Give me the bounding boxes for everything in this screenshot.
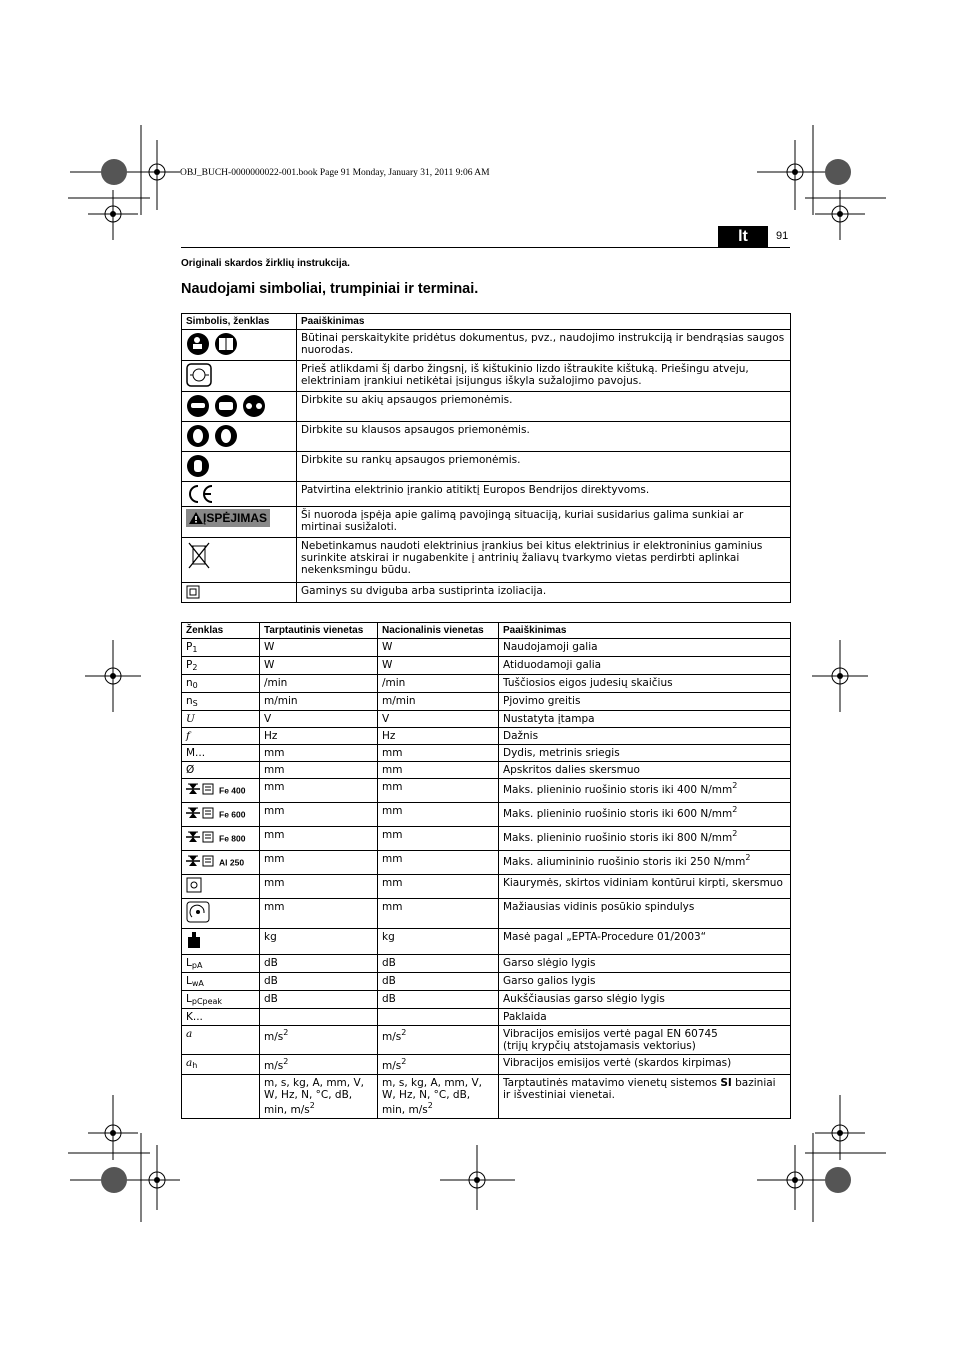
table-row [182, 639, 791, 657]
material-label: Al 250 [219, 857, 245, 868]
table-row [182, 1075, 791, 1119]
cell-sign [182, 851, 260, 875]
unit-text: mm [264, 764, 285, 776]
cell-intl-unit [260, 991, 378, 1009]
sign-text: f [186, 730, 190, 742]
sign-subscript: pA [191, 961, 203, 970]
section-title: Naudojami simboliai, trumpiniai ir terminai. [181, 281, 479, 297]
row-explanation: Dirbkite su akių apsaugos priemonėmis. [297, 392, 791, 422]
unit-text: kg [382, 931, 395, 943]
cell-national-unit [378, 711, 499, 728]
unit-text: m/s [264, 1031, 284, 1043]
explanation-text: Mažiausias vidinis posūkio spindulys [503, 901, 695, 913]
table-row [182, 899, 791, 929]
cell-national-unit [378, 899, 499, 929]
ear-protection-icon [186, 424, 240, 448]
cell-intl-unit [260, 803, 378, 827]
cell-national-unit [378, 803, 499, 827]
cell-explanation [499, 711, 791, 728]
sign-text: L [186, 957, 192, 969]
sign-subscript: pCpeak [191, 997, 223, 1006]
explanation-text: Garso galios lygis [503, 975, 596, 987]
table-row [182, 955, 791, 973]
cell-national-unit [378, 728, 499, 745]
explanation-text: Tuščiosios eigos judesių skaičius [503, 677, 673, 689]
explanation-text: Aukščiausias garso slėgio lygis [503, 993, 665, 1005]
warning-label-text: ĮSPĖJIMAS [203, 511, 268, 525]
cell-sign [182, 803, 260, 827]
row-explanation: Ši nuoroda įspėja apie galimą pavojingą situaciją, kuriai susidarius galima sunkiai ar mirtinai susižaloti. [297, 507, 791, 538]
cell-explanation [499, 1026, 791, 1055]
unit-text: mm [382, 901, 403, 913]
unit-text: mm [382, 781, 403, 793]
unit-text: m/min [382, 695, 416, 707]
explanation-text: Nustatyta įtampa [503, 713, 595, 725]
weee-bin-icon [186, 540, 212, 570]
cell-national-unit [378, 875, 499, 899]
warning-icon [189, 512, 203, 524]
cell-national-unit [378, 639, 499, 657]
cell-national-unit [378, 1009, 499, 1026]
sign-text: a [186, 1028, 193, 1040]
unit-text: mm [264, 781, 285, 793]
cell-sign [182, 779, 260, 803]
cell-national-unit [378, 973, 499, 991]
cell-national-unit [378, 929, 499, 955]
table-row [182, 482, 791, 507]
sign-text: P [186, 659, 193, 671]
table-row [182, 803, 791, 827]
unit-text: mm [382, 877, 403, 889]
explanation-superscript: 2 [732, 805, 738, 814]
unit-text: dB [264, 975, 278, 987]
cell-intl-unit [260, 899, 378, 929]
unit-text: m/s [264, 1060, 284, 1072]
row-explanation: Dirbkite su klausos apsaugos priemonėmis. [297, 422, 791, 452]
cell-explanation [499, 745, 791, 762]
table-row [182, 657, 791, 675]
row-explanation: Prieš atlikdami šį darbo žingsnį, iš kištukinio lizdo ištraukite kištuką. Priešingu atveju, elektriniam įrankiui netikėtai įsijungus iškyla sužalojimo pavojus. [297, 361, 791, 392]
cell-sign [182, 1009, 260, 1026]
sign-text: K... [186, 1011, 203, 1023]
cell-intl-unit [260, 955, 378, 973]
table-row [182, 583, 791, 603]
table-row [182, 392, 791, 422]
explanation-superscript: 2 [732, 829, 738, 838]
cell-explanation [499, 675, 791, 693]
read-manual-icon [186, 332, 238, 356]
unit-text: /min [264, 677, 288, 689]
explanation-tail: baziniai ir išvestiniai vienetai. [503, 1077, 776, 1101]
cell-explanation [499, 639, 791, 657]
explanation-text: Pjovimo greitis [503, 695, 581, 707]
table-row [182, 1055, 791, 1075]
material-label: Fe 600 [219, 809, 246, 820]
unit-text: V [382, 713, 390, 725]
unit-superscript: 2 [283, 1057, 289, 1066]
sign-text: n [186, 695, 193, 707]
table-row [182, 330, 791, 361]
eye-protection-icon [186, 394, 268, 418]
cell-sign [182, 745, 260, 762]
unit-text: dB [264, 957, 278, 969]
unit-text: m/s [382, 1060, 402, 1072]
cutting-thickness-icon [186, 805, 216, 824]
cell-explanation [499, 955, 791, 973]
cell-intl-unit [260, 779, 378, 803]
explanation-text: Apskritos dalies skersmuo [503, 764, 640, 776]
unit-text: mm [382, 829, 403, 841]
cell-sign [182, 1075, 260, 1119]
col-header-explanation: Paaiškinimas [499, 623, 791, 639]
cell-national-unit [378, 675, 499, 693]
hand-protection-icon [186, 454, 212, 478]
table-row [182, 762, 791, 779]
unit-text: kg [264, 931, 277, 943]
unit-text: mm [264, 805, 285, 817]
cell-sign [182, 762, 260, 779]
cell-sign [182, 639, 260, 657]
units-table-body [182, 639, 791, 1119]
cell-sign [182, 728, 260, 745]
cell-sign [182, 899, 260, 929]
cell-intl-unit [260, 745, 378, 762]
explanation-text: Maks. plieninio ruošinio storis iki 400 N/mm [503, 784, 733, 796]
sign-subscript: 1 [192, 645, 198, 654]
unit-text: mm [264, 747, 285, 759]
cell-intl-unit [260, 1075, 378, 1119]
cell-sign [182, 711, 260, 728]
table-row [182, 851, 791, 875]
cell-national-unit [378, 851, 499, 875]
cell-sign [182, 657, 260, 675]
cell-explanation [499, 899, 791, 929]
cell-sign [182, 991, 260, 1009]
sign-text: a [186, 1057, 193, 1069]
cell-intl-unit [260, 693, 378, 711]
explanation-superscript: 2 [732, 781, 738, 790]
table-row [182, 745, 791, 762]
unit-text: m, s, kg, A, mm, V, W, Hz, N, °C, dB, min, m/s [264, 1077, 364, 1116]
explanation-text: Atiduodamoji galia [503, 659, 602, 671]
cell-intl-unit [260, 675, 378, 693]
explanation-text: Vibracijos emisijos vertė pagal EN 60745 [503, 1028, 718, 1040]
explanation-text: Paklaida [503, 1011, 547, 1023]
table-row [182, 675, 791, 693]
unit-text: Hz [382, 730, 396, 742]
unit-text: m/s [382, 1031, 402, 1043]
col-header-national-unit: Nacionalinis vienetas [378, 623, 499, 639]
double-insulation-icon [186, 585, 200, 599]
cell-explanation [499, 762, 791, 779]
sign-text: L [186, 993, 192, 1005]
cell-intl-unit [260, 929, 378, 955]
weight-icon [186, 931, 202, 952]
cell-sign [182, 973, 260, 991]
explanation-text: Maks. plieninio ruošinio storis iki 800 N/mm [503, 832, 733, 844]
cell-national-unit [378, 657, 499, 675]
col-header-symbol: Simbolis, ženklas [182, 314, 297, 330]
unit-text: mm [382, 853, 403, 865]
cell-intl-unit [260, 728, 378, 745]
table-row [182, 693, 791, 711]
explanation-superscript: 2 [745, 853, 751, 862]
cell-national-unit [378, 1055, 499, 1075]
cell-explanation [499, 973, 791, 991]
cell-sign [182, 1055, 260, 1075]
cell-intl-unit [260, 1055, 378, 1075]
unit-text: dB [264, 993, 278, 1005]
cell-national-unit [378, 693, 499, 711]
cell-intl-unit [260, 827, 378, 851]
sign-subscript: S [192, 699, 198, 708]
material-label: Fe 400 [219, 785, 246, 796]
unit-text: Hz [264, 730, 278, 742]
cell-intl-unit [260, 875, 378, 899]
sign-text: P [186, 641, 193, 653]
table-header-row [182, 314, 791, 330]
cell-national-unit [378, 745, 499, 762]
cell-intl-unit [260, 1009, 378, 1026]
table-row [182, 1009, 791, 1026]
explanation-text: Maks. aliumininio ruošinio storis iki 250 N/mm [503, 856, 746, 868]
table-header-row [182, 623, 791, 639]
cutting-thickness-icon [186, 829, 216, 848]
cell-explanation [499, 1009, 791, 1026]
cutting-thickness-icon [186, 781, 216, 800]
cell-explanation [499, 851, 791, 875]
sign-subscript: h [192, 1061, 198, 1070]
unit-text: W [264, 659, 275, 671]
unit-text: mm [264, 877, 285, 889]
row-explanation: Dirbkite su rankų apsaugos priemonėmis. [297, 452, 791, 482]
cell-explanation [499, 875, 791, 899]
explanation-text: Dažnis [503, 730, 539, 742]
symbols-table [181, 313, 791, 603]
unit-text: W [382, 659, 393, 671]
sign-text: n [186, 677, 193, 689]
col-header-intl-unit: Tarptautinis vienetas [260, 623, 378, 639]
table-row [182, 973, 791, 991]
unit-text: V [264, 713, 272, 725]
print-header: OBJ_BUCH-0000000022-001.book Page 91 Monday, January 31, 2011 9:06 AM [180, 168, 490, 178]
cell-national-unit [378, 955, 499, 973]
unplug-icon [186, 363, 212, 387]
sign-subscript: 0 [192, 681, 198, 690]
unit-superscript: 2 [427, 1101, 433, 1110]
unit-text: W [264, 641, 275, 653]
cell-national-unit [378, 779, 499, 803]
col-header-explanation: Paaiškinimas [297, 314, 791, 330]
table-row [182, 507, 791, 538]
table-row [182, 728, 791, 745]
unit-text: W [382, 641, 393, 653]
cell-explanation [499, 929, 791, 955]
cell-explanation [499, 1075, 791, 1119]
language-badge: lt [718, 226, 768, 248]
explanation-text: Masė pagal „EPTA-Procedure 01/2003“ [503, 931, 707, 943]
hole-cut-icon [186, 877, 202, 896]
unit-text: mm [264, 853, 285, 865]
cell-intl-unit [260, 639, 378, 657]
unit-superscript: 2 [401, 1057, 407, 1066]
cell-explanation [499, 1055, 791, 1075]
cell-sign [182, 875, 260, 899]
cell-explanation [499, 827, 791, 851]
cell-sign [182, 675, 260, 693]
unit-text: mm [264, 829, 285, 841]
table-row [182, 991, 791, 1009]
table-row [182, 827, 791, 851]
cell-intl-unit [260, 762, 378, 779]
table-row [182, 1026, 791, 1055]
cell-intl-unit [260, 973, 378, 991]
explanation-text: Maks. plieninio ruošinio storis iki 600 N/mm [503, 808, 733, 820]
subtitle: Originali skardos žirklių instrukcija. [181, 258, 350, 269]
unit-text: dB [382, 957, 396, 969]
table-row [182, 422, 791, 452]
table-row [182, 779, 791, 803]
row-explanation: Patvirtina elektrinio įrankio atitiktį Europos Bendrijos direktyvoms. [297, 482, 791, 507]
unit-superscript: 2 [309, 1101, 315, 1110]
sign-text: Ø [186, 764, 195, 776]
cell-explanation [499, 779, 791, 803]
explanation-text: Naudojamoji galia [503, 641, 598, 653]
ce-mark-icon [186, 484, 216, 504]
material-label: Fe 800 [219, 833, 246, 844]
row-explanation: Nebetinkamus naudoti elektrinius įrankius bei kitus elektrinius ir elektroninius gaminius surinkite atskirai ir nugabenkite į antrinių žaliavų tvarkymo vietas perdirbti aplinkai nekenksmingu būdu. [297, 538, 791, 583]
sign-subscript: 2 [192, 663, 198, 672]
cell-sign [182, 1026, 260, 1055]
curve-radius-icon [186, 901, 210, 926]
cutting-thickness-icon [186, 853, 216, 872]
cell-national-unit [378, 1026, 499, 1055]
units-table [181, 622, 791, 1119]
unit-text: m/min [264, 695, 298, 707]
cell-national-unit [378, 1075, 499, 1119]
header-rule [181, 247, 790, 248]
unit-text: mm [382, 764, 403, 776]
explanation-text-line2: (trijų krypčių atstojamasis vektorius) [503, 1040, 696, 1052]
unit-text: mm [382, 747, 403, 759]
cell-intl-unit [260, 711, 378, 728]
table-row [182, 361, 791, 392]
table-row [182, 711, 791, 728]
cell-intl-unit [260, 851, 378, 875]
cell-intl-unit [260, 1026, 378, 1055]
explanation-text: Kiaurymės, skirtos vidiniam kontūrui kirpti, skersmuo [503, 877, 783, 889]
cell-sign [182, 955, 260, 973]
unit-text: mm [264, 901, 285, 913]
cell-national-unit [378, 827, 499, 851]
table-row [182, 452, 791, 482]
unit-text: m, s, kg, A, mm, V, W, Hz, N, °C, dB, min, m/s [382, 1077, 482, 1116]
page-number: 91 [776, 230, 789, 242]
warning-label [186, 509, 270, 527]
explanation-text: Dydis, metrinis sriegis [503, 747, 620, 759]
explanation-text: Garso slėgio lygis [503, 957, 596, 969]
row-explanation: Gaminys su dviguba arba sustiprinta izoliacija. [297, 583, 791, 603]
unit-text: dB [382, 975, 396, 987]
table-row [182, 538, 791, 583]
sign-subscript: wA [191, 979, 204, 988]
explanation-text: Vibracijos emisijos vertė (skardos kirpimas) [503, 1057, 732, 1069]
cell-explanation [499, 693, 791, 711]
cell-national-unit [378, 762, 499, 779]
row-explanation: Būtinai perskaitykite pridėtus dokumentus, pvz., naudojimo instrukciją ir bendrąsias saugos nuorodas. [297, 330, 791, 361]
cell-explanation [499, 991, 791, 1009]
sign-text: L [186, 975, 192, 987]
sign-text: M... [186, 747, 206, 759]
unit-superscript: 2 [283, 1028, 289, 1037]
sign-text: U [186, 713, 195, 725]
unit-text: dB [382, 993, 396, 1005]
cell-intl-unit [260, 657, 378, 675]
table-row [182, 875, 791, 899]
unit-superscript: 2 [401, 1028, 407, 1037]
explanation-bold: SI [720, 1077, 732, 1089]
explanation-text: Tarptautinės matavimo vienetų sistemos [503, 1077, 721, 1089]
cell-sign [182, 693, 260, 711]
cell-national-unit [378, 991, 499, 1009]
table-row [182, 929, 791, 955]
unit-text: /min [382, 677, 406, 689]
col-header-sign: Ženklas [182, 623, 260, 639]
unit-text: mm [382, 805, 403, 817]
cell-explanation [499, 657, 791, 675]
cell-explanation [499, 803, 791, 827]
cell-sign [182, 827, 260, 851]
cell-explanation [499, 728, 791, 745]
cell-sign [182, 929, 260, 955]
